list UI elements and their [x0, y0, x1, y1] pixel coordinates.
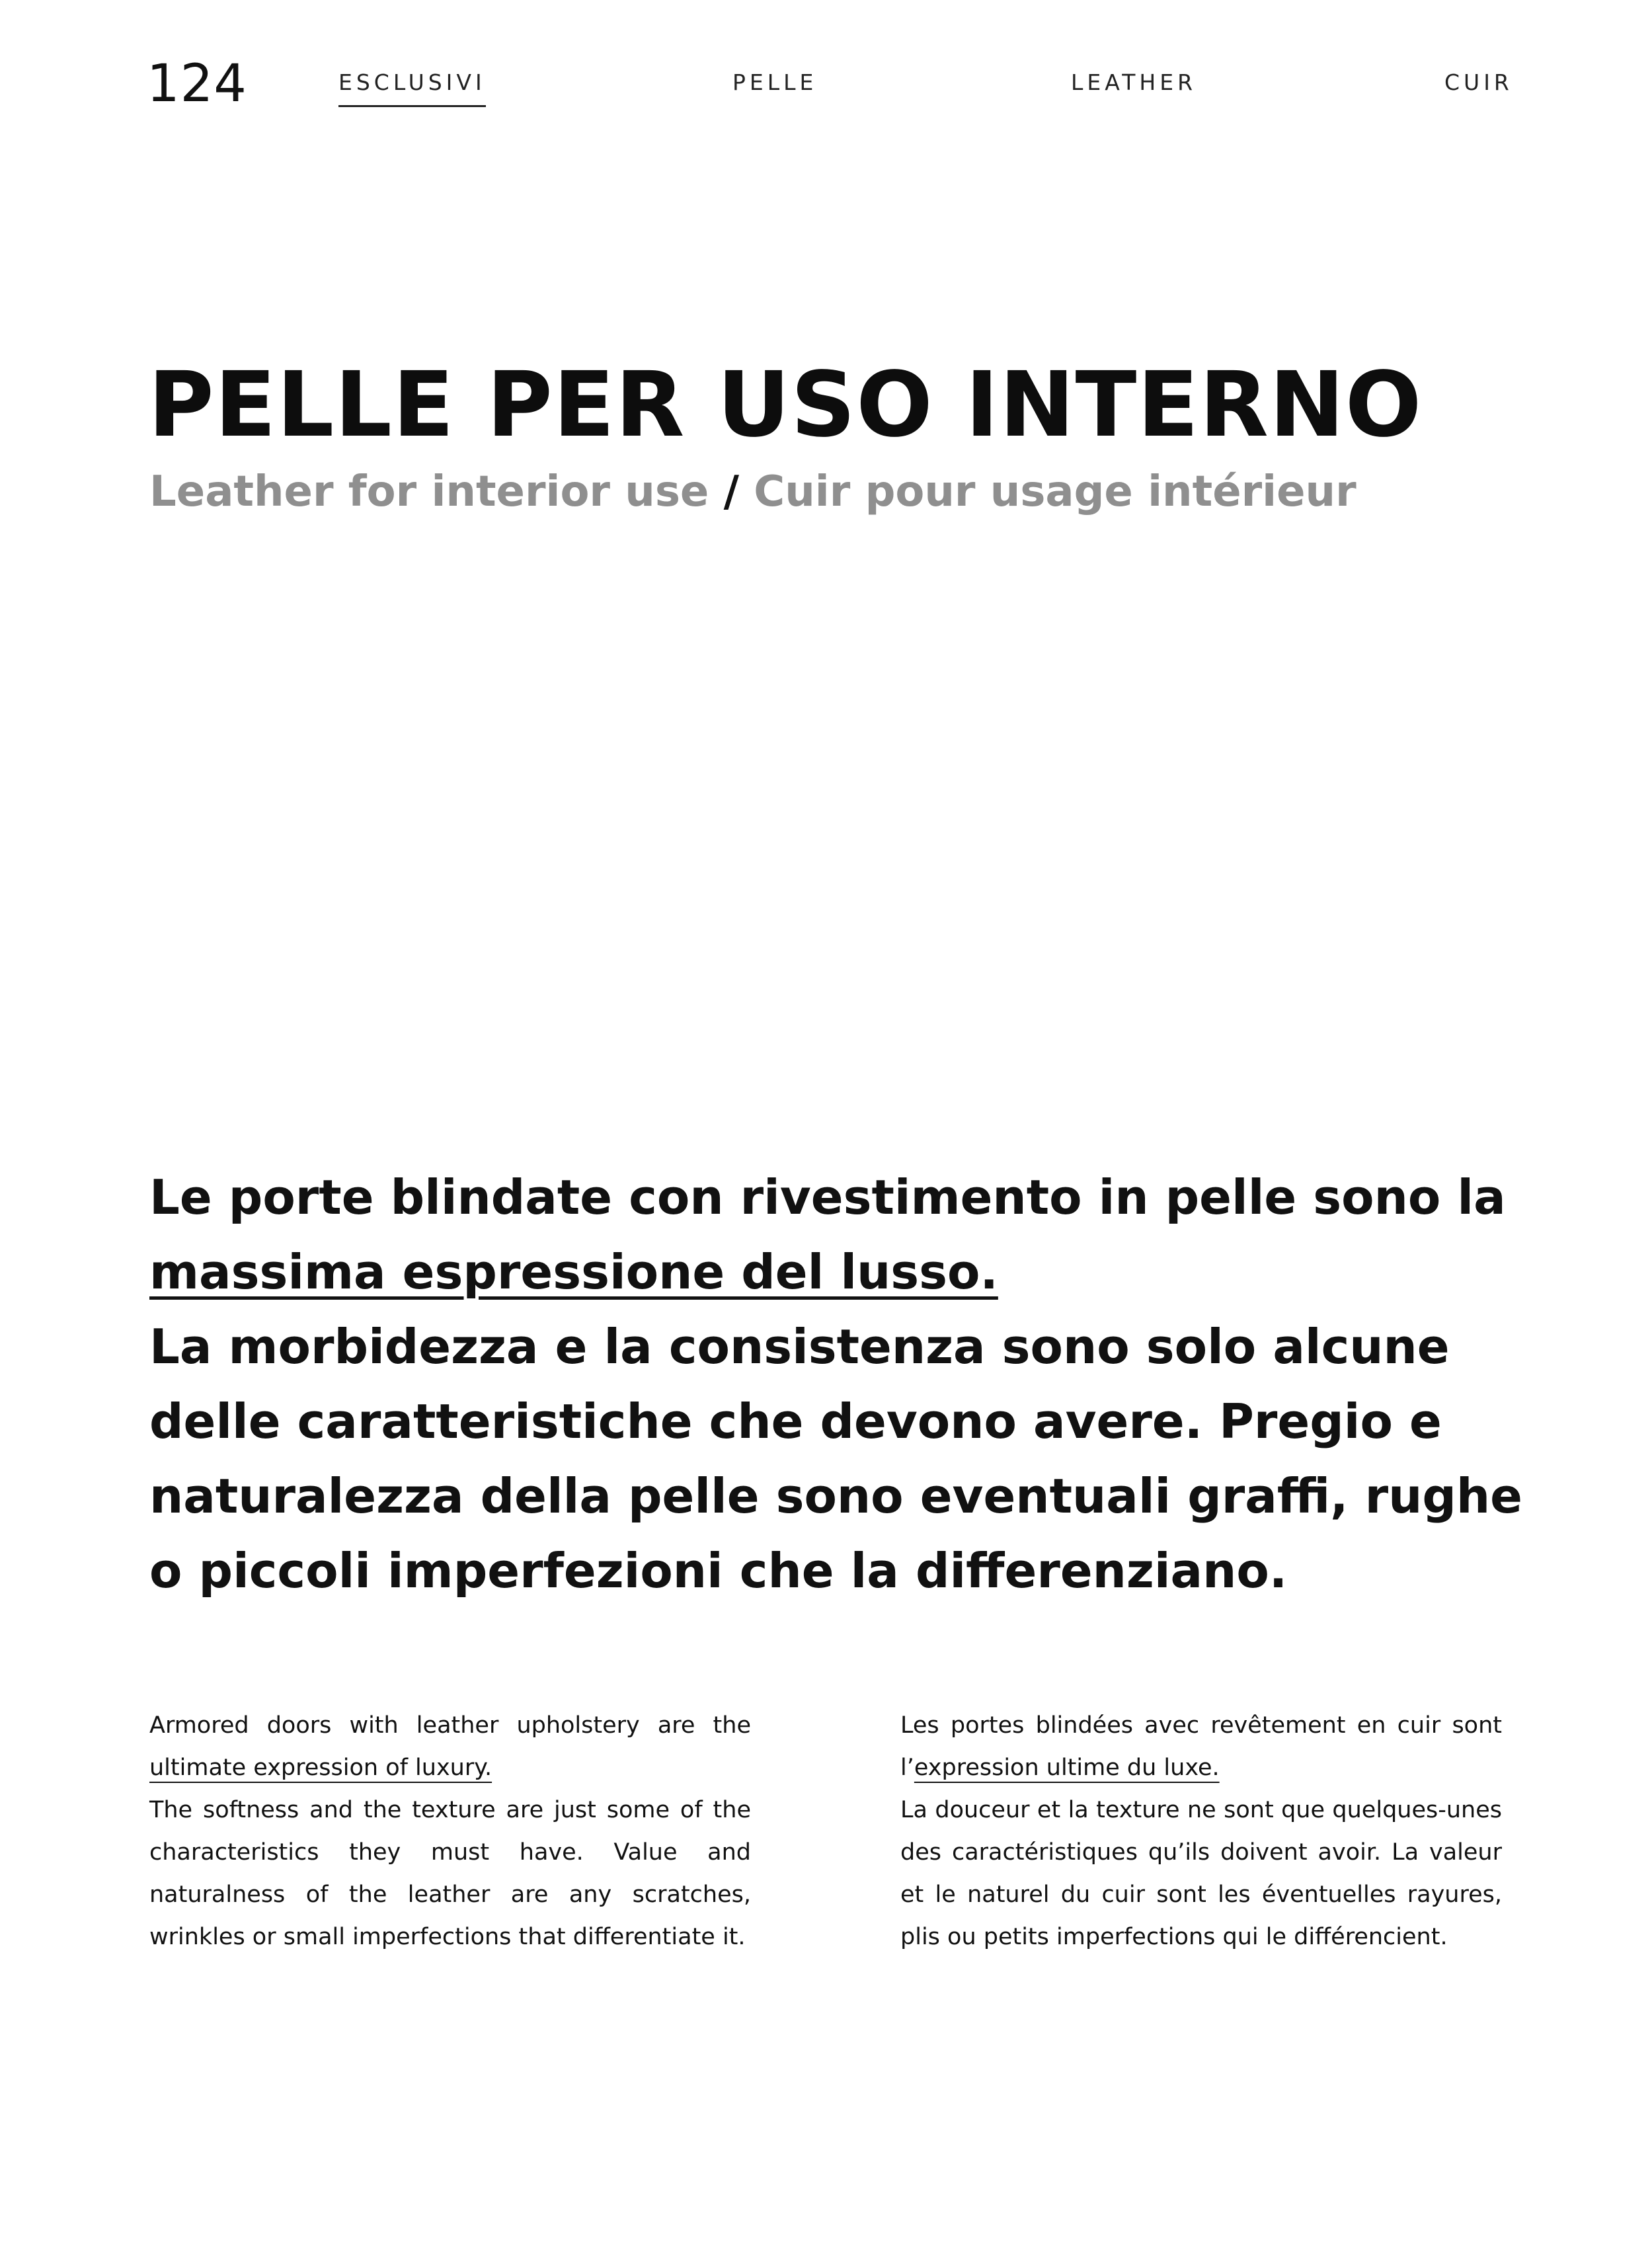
- english-text-intro: Armored doors with leather upholstery are the: [149, 1712, 751, 1739]
- french-text-highlight: expression ultime du luxe.: [914, 1755, 1220, 1781]
- english-text-body: The softness and the texture are just some of the characteristics they must have. Value and naturalness of the leather are any scratches, wrinkles or small imperfections that differentiate it.: [149, 1797, 751, 1950]
- nav-link-esclusivi[interactable]: ESCLUSIVI: [338, 71, 486, 107]
- nav-link-pelle[interactable]: PELLE: [732, 69, 818, 95]
- page-title: PELLE PER USO INTERNO: [148, 353, 1423, 457]
- nav-link-leather[interactable]: LEATHER: [1071, 69, 1197, 95]
- nav-link-cuir[interactable]: CUIR: [1444, 69, 1513, 95]
- page-subtitle: [149, 467, 1357, 516]
- subtitle-english: Leather for interior use: [149, 467, 709, 516]
- page-number: 124: [147, 54, 247, 114]
- lead-paragraph-italian: [149, 1160, 1538, 1608]
- lead-text-highlight: massima espressione del lusso.: [149, 1244, 998, 1300]
- body-column-english: [149, 1704, 751, 1958]
- french-text-intro: Les portes blindées avec revêtement en cuir sont l’: [900, 1712, 1502, 1781]
- body-column-french: [900, 1704, 1502, 1958]
- french-text-body: La douceur et la texture ne sont que quelques-unes des caractéristiques qu’ils doivent avoir. La valeur et le naturel du cuir sont les éventuelles rayures, plis ou petits imperfections qui le différencient.: [900, 1797, 1502, 1950]
- subtitle-separator: /: [723, 467, 739, 516]
- lead-text-body: La morbidezza e la consistenza sono solo alcune delle caratteristiche che devono avere. Pregio e naturalezza della pelle sono eventuali graffi, rughe o piccoli imperfezioni che la differenziano.: [149, 1319, 1522, 1599]
- english-text-highlight: ultimate expression of luxury.: [149, 1755, 492, 1781]
- lead-text-intro: Le porte blindate con rivestimento in pelle sono la: [149, 1169, 1506, 1225]
- subtitle-french: Cuir pour usage intérieur: [754, 467, 1357, 516]
